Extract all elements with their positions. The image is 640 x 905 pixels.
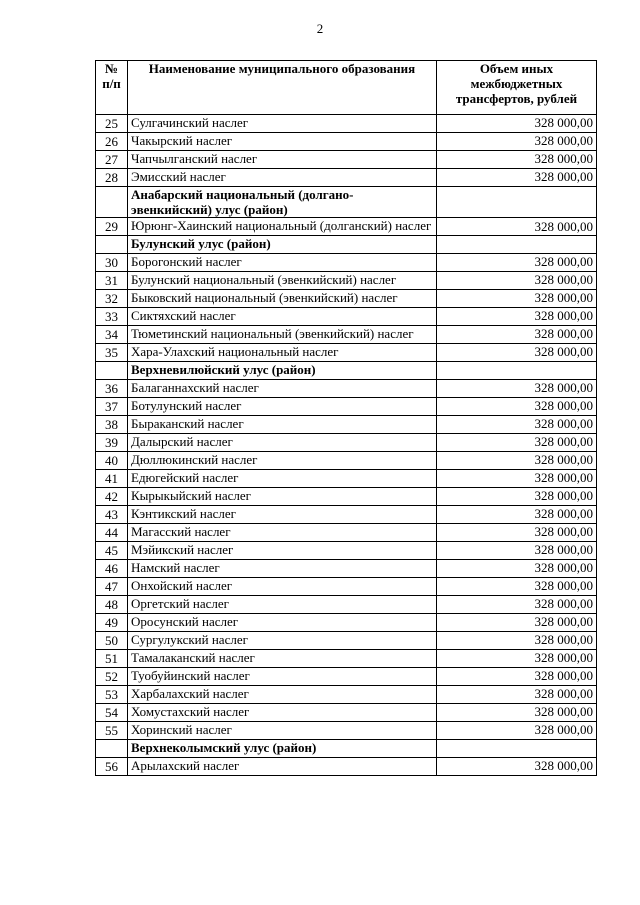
transfer-amount: 328 000,00 [437,326,597,344]
table-row [96,416,597,434]
municipality-name: Балаганнахский наслег [128,380,437,398]
municipality-name: Тамалаканский наслег [128,650,437,668]
transfer-amount: 328 000,00 [437,596,597,614]
municipality-name: Дюллюкинский наслег [128,452,437,470]
district-header-row [96,236,597,254]
table-row [96,308,597,326]
transfer-amount: 328 000,00 [437,668,597,686]
municipality-name: Тюметинский национальный (эвенкийский) наслег [128,326,437,344]
table-row [96,686,597,704]
transfer-amount: 328 000,00 [437,398,597,416]
row-number: 41 [96,470,128,488]
row-number: 54 [96,704,128,722]
table-row [96,506,597,524]
row-number: 29 [96,218,128,236]
transfer-amount: 328 000,00 [437,380,597,398]
transfer-amount: 328 000,00 [437,290,597,308]
municipality-name: Сулгачинский наслег [128,115,437,133]
row-number: 45 [96,542,128,560]
municipality-name: Сургулукский наслег [128,632,437,650]
municipality-name: Арылахский наслег [128,758,437,776]
transfer-amount: 328 000,00 [437,308,597,326]
transfer-amount: 328 000,00 [437,344,597,362]
transfers-table [95,60,597,776]
municipality-name: Хомустахский наслег [128,704,437,722]
municipality-name: Оргетский наслег [128,596,437,614]
municipality-name: Едюгейский наслег [128,470,437,488]
row-number: 51 [96,650,128,668]
row-number: 26 [96,133,128,151]
table-row [96,578,597,596]
table-row [96,470,597,488]
table-row [96,758,597,776]
district-header-row [96,362,597,380]
header-name: Наименование муниципального образования [128,61,437,115]
row-number [96,362,128,380]
municipality-name: Юрюнг-Хаинский национальный (долганский) наслег [128,218,437,236]
row-number: 30 [96,254,128,272]
transfer-amount [437,362,597,380]
row-number: 25 [96,115,128,133]
table-body [96,115,597,776]
table-row [96,151,597,169]
municipality-name: Кырыкыйский наслег [128,488,437,506]
transfer-amount: 328 000,00 [437,650,597,668]
district-name: Булунский улус (район) [128,236,437,254]
row-number [96,187,128,218]
transfer-amount [437,740,597,758]
table-row [96,380,597,398]
table-row [96,722,597,740]
municipality-name: Эмисский наслег [128,169,437,187]
row-number: 28 [96,169,128,187]
table-row [96,650,597,668]
row-number [96,236,128,254]
district-header-row [96,740,597,758]
municipality-name: Далырский наслег [128,434,437,452]
row-number: 43 [96,506,128,524]
municipality-name: Чапчылганский наслег [128,151,437,169]
table-row [96,218,597,236]
district-name: Анабарский национальный (долгано-эвенкийский) улус (район) [128,187,437,218]
transfer-amount: 328 000,00 [437,254,597,272]
table-row [96,668,597,686]
table-row [96,524,597,542]
table-row [96,272,597,290]
transfer-amount: 328 000,00 [437,560,597,578]
municipality-name: Харбалахский наслег [128,686,437,704]
table-row [96,344,597,362]
row-number: 40 [96,452,128,470]
page-number: 2 [316,21,324,36]
row-number: 50 [96,632,128,650]
row-number: 44 [96,524,128,542]
transfer-amount: 328 000,00 [437,506,597,524]
row-number: 53 [96,686,128,704]
row-number: 36 [96,380,128,398]
transfer-amount: 328 000,00 [437,722,597,740]
municipality-name: Туобуйинский наслег [128,668,437,686]
row-number: 46 [96,560,128,578]
transfer-amount [437,187,597,218]
transfer-amount: 328 000,00 [437,452,597,470]
transfer-amount: 328 000,00 [437,169,597,187]
row-number: 32 [96,290,128,308]
table-row [96,254,597,272]
transfer-amount: 328 000,00 [437,151,597,169]
transfer-amount: 328 000,00 [437,542,597,560]
row-number: 31 [96,272,128,290]
municipality-name: Онхойский наслег [128,578,437,596]
municipality-name: Борогонский наслег [128,254,437,272]
district-name: Верхневилюйский улус (район) [128,362,437,380]
row-number: 39 [96,434,128,452]
municipality-name: Намский наслег [128,560,437,578]
transfer-amount: 328 000,00 [437,434,597,452]
row-number: 49 [96,614,128,632]
table-header-row [96,61,597,115]
table-row [96,614,597,632]
municipality-name: Кэнтикский наслег [128,506,437,524]
row-number: 33 [96,308,128,326]
district-header-row [96,187,597,218]
row-number: 37 [96,398,128,416]
municipality-name: Хоринский наслег [128,722,437,740]
row-number: 47 [96,578,128,596]
table-row [96,115,597,133]
table-row [96,452,597,470]
transfer-amount: 328 000,00 [437,578,597,596]
transfer-amount: 328 000,00 [437,758,597,776]
transfer-amount: 328 000,00 [437,704,597,722]
row-number: 52 [96,668,128,686]
municipality-name: Быковский национальный (эвенкийский) наслег [128,290,437,308]
header-amount: Объем иных межбюджетных трансфертов, рублей [437,61,597,115]
table-row [96,133,597,151]
table-row [96,560,597,578]
table-row [96,434,597,452]
table-row [96,488,597,506]
table-row [96,326,597,344]
table-row [96,398,597,416]
transfer-amount [437,236,597,254]
municipality-name: Быраканский наслег [128,416,437,434]
table-row [96,542,597,560]
transfer-amount: 328 000,00 [437,632,597,650]
municipality-name: Сиктяхский наслег [128,308,437,326]
transfer-amount: 328 000,00 [437,133,597,151]
row-number: 48 [96,596,128,614]
municipality-name: Магасский наслег [128,524,437,542]
transfer-amount: 328 000,00 [437,416,597,434]
transfer-amount: 328 000,00 [437,686,597,704]
row-number: 38 [96,416,128,434]
transfer-amount: 328 000,00 [437,218,597,236]
table-row [96,632,597,650]
row-number: 42 [96,488,128,506]
table-row [96,704,597,722]
transfer-amount: 328 000,00 [437,614,597,632]
row-number: 34 [96,326,128,344]
transfer-amount: 328 000,00 [437,524,597,542]
row-number: 27 [96,151,128,169]
municipality-name: Оросунский наслег [128,614,437,632]
municipality-name: Мэйикский наслег [128,542,437,560]
table-row [96,290,597,308]
header-number: № п/п [96,61,128,115]
row-number: 56 [96,758,128,776]
municipality-name: Хара-Улахский национальный наслег [128,344,437,362]
transfer-amount: 328 000,00 [437,470,597,488]
transfer-amount: 328 000,00 [437,272,597,290]
transfer-amount: 328 000,00 [437,115,597,133]
municipality-name: Булунский национальный (эвенкийский) наслег [128,272,437,290]
transfer-amount: 328 000,00 [437,488,597,506]
row-number [96,740,128,758]
row-number: 55 [96,722,128,740]
municipality-name: Чакырский наслег [128,133,437,151]
district-name: Верхнеколымский улус (район) [128,740,437,758]
table-row [96,596,597,614]
table-row [96,169,597,187]
municipality-name: Ботулунский наслег [128,398,437,416]
row-number: 35 [96,344,128,362]
